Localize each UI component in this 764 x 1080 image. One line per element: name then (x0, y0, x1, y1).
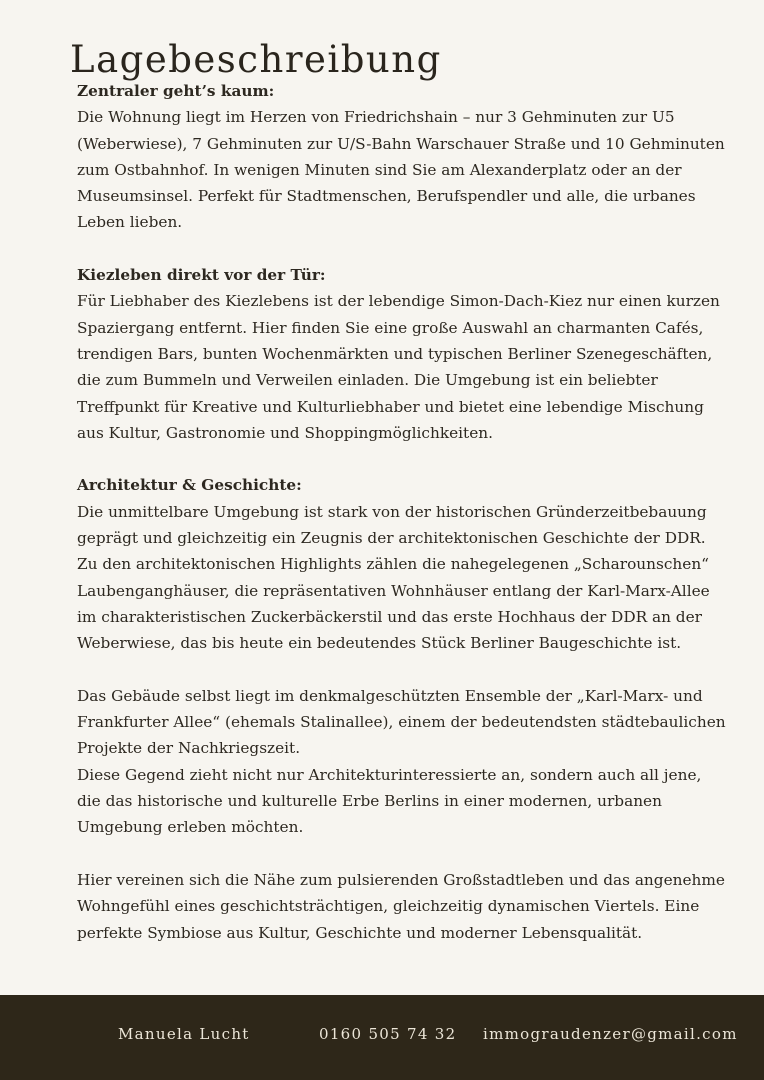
section-text: Diese Gegend zieht nicht nur Architekturinteressierte an, sondern auch all jene, die das historische und kulturelle Erbe Berlins in einer modernen, urbanen Umgebung erleben möchten. (77, 765, 702, 837)
section-text: Die Wohnung liegt im Herzen von Friedrichshain – nur 3 Gehminuten zur U5 (Weberwiese), 7 Gehminuten zur U/S-Bahn Warschauer Straße und 10 Gehminuten zum Ostbahnhof. In wenigen Minuten sind Sie am Alexanderplatz oder an der Museumsinsel. Perfekt für Stadtmenschen, Berufspendler und alle, die urbanes Leben lieben. (77, 108, 725, 232)
section-text: Die unmittelbare Umgebung ist stark von der historischen Gründerzeitbebauung geprägt und gleichzeitig ein Zeugnis der architektonischen Geschichte der DDR. Zu den architektonischen Highlights zählen die nahegelegenen „Scharounschen“ Laubenganghäuser, die repräsentativen Wohnhäuser entlang der Karl-Marx-Allee im charakteristischen Zuckerbäckerstil und das erste Hochhaus der DDR an der Weberwiese, das bis heute ein bedeutendes Stück Berliner Baugeschichte ist. (77, 502, 710, 653)
contact-footer (0, 995, 764, 1080)
section-kiez (77, 262, 727, 446)
section-building (77, 683, 727, 841)
content-body (77, 78, 727, 946)
page-title: Lagebeschreibung (70, 38, 442, 81)
contact-phone[interactable]: 0160 505 74 32 (319, 1025, 457, 1043)
section-heading: Kiezleben direkt vor der Tür: (77, 266, 326, 285)
contact-email[interactable]: immograudenzer@gmail.com (483, 1025, 738, 1043)
section-architecture (77, 472, 727, 656)
section-closing (77, 867, 727, 946)
section-text: Hier vereinen sich die Nähe zum pulsierenden Großstadtleben und das angenehme Wohngefühl eines geschichtsträchtigen, gleichzeitig dynamischen Viertels. Eine perfekte Symbiose aus Kultur, Geschichte und moderner Lebensqualität. (77, 870, 725, 942)
contact-name: Manuela Lucht (118, 1025, 250, 1043)
section-text: Das Gebäude selbst liegt im denkmalgeschützten Ensemble der „Karl-Marx- und Frankfurter Allee“ (ehemals Stalinallee), einem der bedeutendsten städtebaulichen Projekte der Nachkriegszeit. (77, 686, 726, 758)
section-heading: Zentraler geht’s kaum: (77, 82, 275, 100)
section-text: Für Liebhaber des Kiezlebens ist der lebendige Simon-Dach-Kiez nur einen kurzen Spaziergang entfernt. Hier finden Sie eine große Auswahl an charmanten Cafés, trendigen Bars, bunten Wochenmärkten und typischen Berliner Szenegeschäften, die zum Bummeln und Verweilen einladen. Die Umgebung ist ein beliebter Treffpunkt für Kreative und Kulturliebhaber und bietet eine lebendige Mischung aus Kultur, Gastronomie und Shoppingmöglichkeiten. (77, 292, 720, 442)
section-central (77, 78, 727, 236)
section-heading: Architektur & Geschichte: (77, 476, 302, 495)
